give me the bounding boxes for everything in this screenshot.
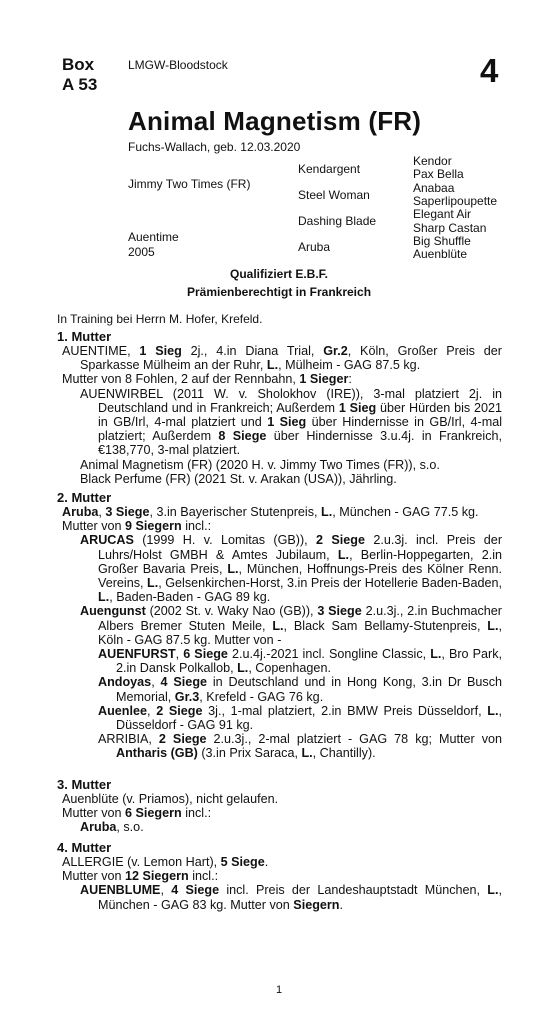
pedigree-gen3: Anabaa [413, 181, 455, 195]
pedigree-gen2: Dashing Blade [298, 214, 377, 228]
pedigree-gen3: Big Shuffle [413, 234, 471, 248]
pedigree-gen3: Kendor [413, 154, 452, 168]
section-body-3: Auenblüte (v. Priamos), nicht gelaufen. Mutter von 6 Siegern incl.: Aruba, s.o. [62, 792, 279, 835]
section-heading-2: 2. Mutter [57, 490, 112, 505]
section-heading-1: 1. Mutter [57, 329, 112, 344]
lot-number: 4 [480, 52, 499, 89]
section-body-2: Aruba, 3 Siege, 3.in Bayerischer Stutenpreis, L., München - GAG 77.5 kg. Mutter von 9 Siegern incl.: ARUCAS (1999 H. v. Lomitas (GB)), 2 Siege 2.u.3j. incl. Preis der Luhrs/Holst GMBH & Amtes Jubilaum, L., Berlin-Hoppegarten, 2.in Großer Bavaria Preis, L., München, Hoffnungs-Preis des Kölner Renn. Vereins, L., Gelsenkirchen-Horst, 3.in Preis der Hotellerie Baden-Baden, L., Baden-Baden - GAG 89 kg. Auengunst (2002 St. v. Waky Nao (GB)), 3 Siege 2.u.3j., 2.in Buchmacher Albers Bremer Stuten Meile, L., Black Sam Bellamy-Stutenpreis, L., Köln - GAG 87.5 kg. Mutter von - AUENFURST, 6 Siege 2.u.4j.-2021 incl. Songline Classic, L., Bro Park, 2.in Dansk Polkallob, L., Copenhagen. Andoyas, 4 Siege in Deutschland und in Hong Kong, 3.in Dr Busch Memorial, Gr.3, Krefeld - GAG 76 kg. Auenlee, 2 Siege 3j., 1-mal platziert, 2.in BMW Preis Düsseldorf, L., Düsseldorf - GAG 91 kg. ARRIBIA, 2 Siege 2.u.3j., 2-mal platziert - GAG 78 kg; Mutter von Antharis (GB) (3.in Prix Saraca, L., Chantilly). [62, 505, 503, 761]
horse-name: Animal Magnetism (FR) [128, 106, 422, 136]
consignor: LMGW-Bloodstock [128, 58, 228, 72]
section-body-1: AUENTIME, 1 Sieg 2j., 4.in Diana Trial, Gr.2, Köln, Großer Preis der Sparkasse Mülheim an der Ruhr, L., Mülheim - GAG 87.5 kg. Mutter von 8 Fohlen, 2 auf der Rennbahn, 1 Sieger: AUENWIRBEL (2011 W. v. Sholokhov (IRE)), 3-mal platziert 2j. in Deutschland und in Frankreich; Außerdem 1 Sieg über Hürden bis 2021 in GB/Irl, 4-mal platziert und 1 Sieg über Hindernisse in GB/Irl, 4-mal platziert; Außerdem 8 Siege über Hindernisse 3.u.4j. in Frankreich, €138,770, 3-mal platziert. Animal Magnetism (FR) (2020 H. v. Jimmy Two Times (FR)), s.o. Black Perfume (FR) (2021 St. v. Arakan (USA)), Jährling. [62, 344, 502, 486]
pedigree-gen2: Kendargent [298, 162, 361, 176]
pedigree-gen3: Saperlipoupette [413, 194, 498, 208]
section-heading-4: 4. Mutter [57, 840, 112, 855]
qualification-france: Prämienberechtigt in Frankreich [186, 285, 372, 299]
page-number: 1 [275, 984, 283, 996]
pedigree-sire: Jimmy Two Times (FR) [128, 177, 251, 191]
pedigree-gen3: Pax Bella [413, 167, 464, 181]
pedigree-gen3: Auenblüte [413, 247, 468, 261]
pedigree-dam-year: 2005 [128, 245, 155, 259]
pedigree-gen2: Steel Woman [298, 188, 370, 202]
section-heading-3: 3. Mutter [57, 777, 112, 792]
pedigree-gen2: Aruba [298, 240, 331, 254]
box-label: Box A 53 [62, 55, 98, 94]
qualification-ebf: Qualifiziert E.B.F. [229, 267, 328, 281]
pedigree-dam: Auentime [128, 230, 179, 244]
section-body-4: ALLERGIE (v. Lemon Hart), 5 Siege. Mutter von 12 Siegern incl.: AUENBLUME, 4 Siege incl. Preis der Landeshauptstadt München, L., München - GAG 83 kg. Mutter von Siegern. [62, 855, 502, 912]
pedigree-gen3: Sharp Castan [413, 221, 487, 235]
pedigree-gen3: Elegant Air [413, 207, 472, 221]
training-info: In Training bei Herrn M. Hofer, Krefeld. [57, 312, 263, 326]
horse-description: Fuchs-Wallach, geb. 12.03.2020 [128, 140, 301, 154]
